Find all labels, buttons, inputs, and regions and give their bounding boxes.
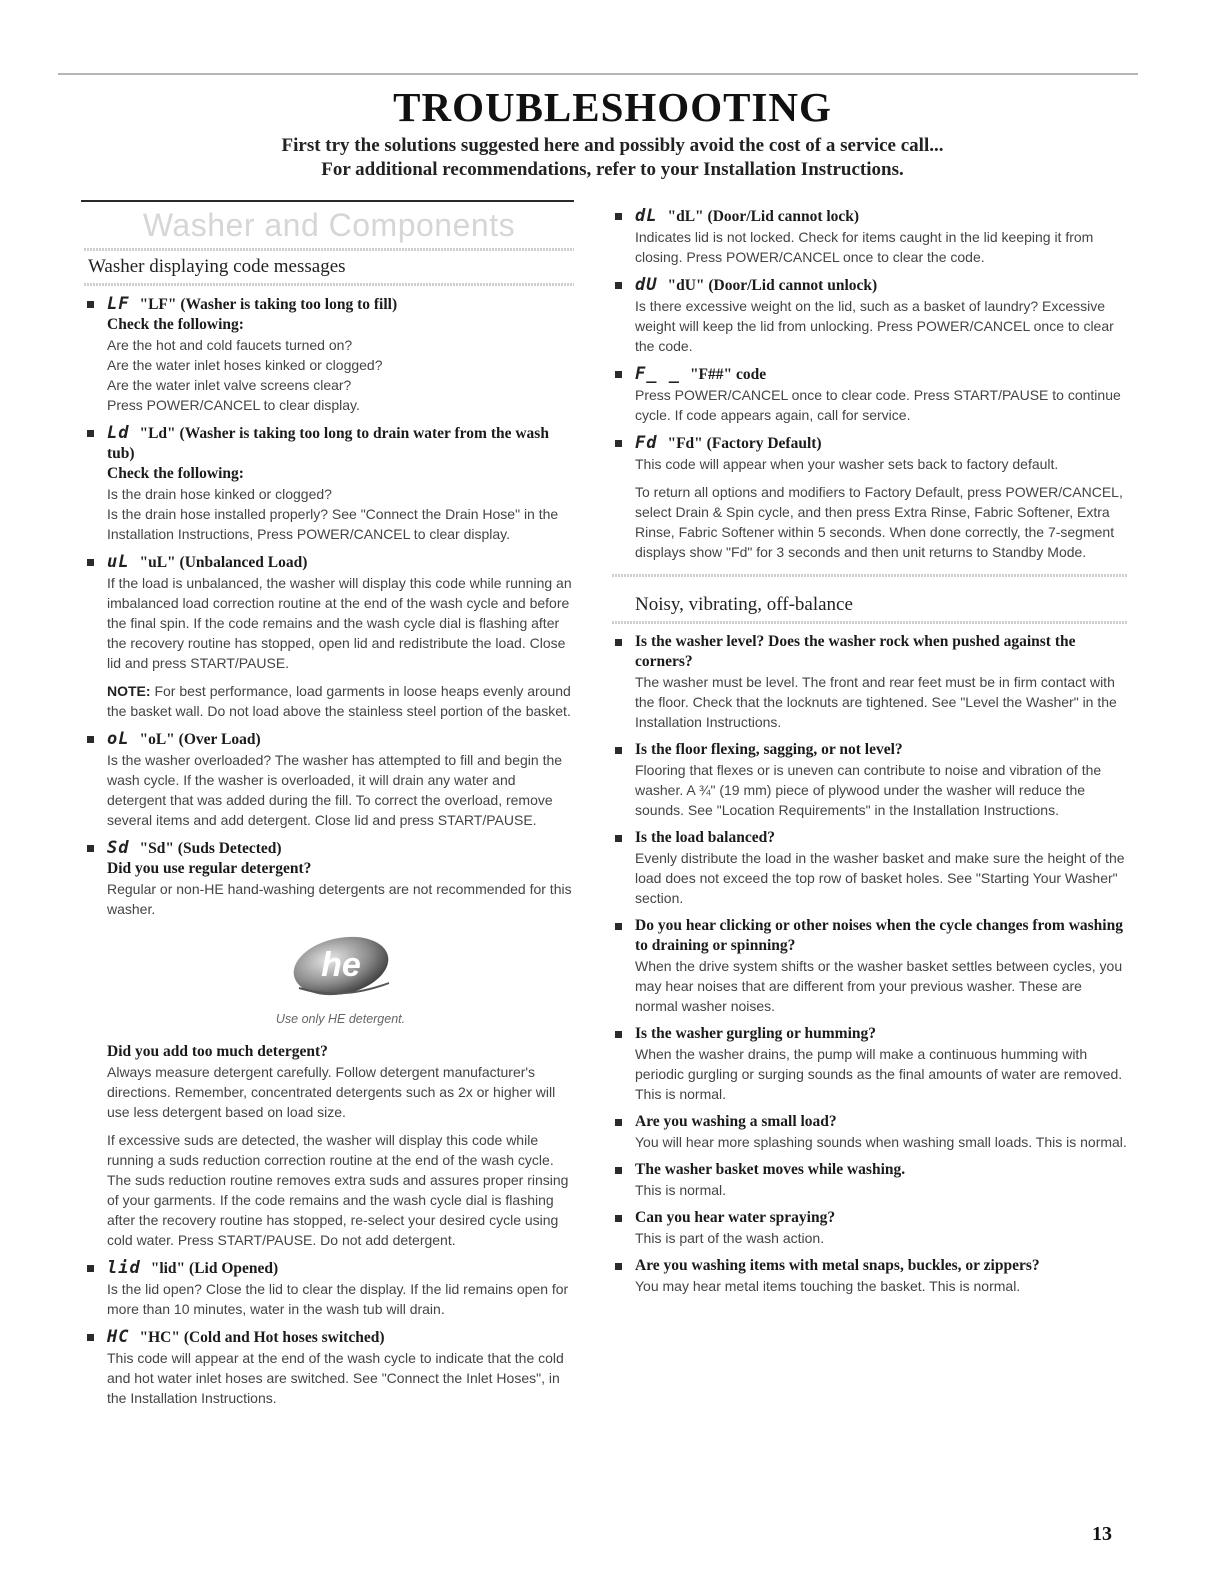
entry-text: If excessive suds are detected, the washer will display this code while running a suds reduction correction routine at the end of the wash cycle. The suds reduction routine removes extra suds and assures proper rinsing of your garments. If the code remains and the wash cycle dial is flashing after the recovery routine has stopped, re-select your desired cycle using cold water. Press START/PAUSE. Do not add detergent.: [107, 1132, 569, 1248]
check-line: Is the drain hose installed properly? See "Connect the Drain Hose" in the Installation Instructions, Press POWER/CANCEL to clear display.: [107, 506, 559, 542]
bullet-icon: [87, 1334, 94, 1341]
code-display-lid: lid: [107, 1258, 141, 1278]
top-rule: [58, 73, 1138, 75]
bullet-icon: [615, 835, 622, 842]
entry-title: "lid" (Lid Opened): [150, 1260, 279, 1277]
check-line: Is the drain hose kinked or clogged?: [107, 486, 332, 502]
bullet-icon: [615, 440, 622, 447]
code-display-lf: LF: [107, 294, 130, 314]
code-display-fd: Fd: [635, 433, 658, 453]
bullet-icon: [615, 282, 622, 289]
entry-text: If the load is unbalanced, the washer will display this code while running an imbalanced load correction routine at the end of the wash cycle and before the final spin. If the code remains and the wash cycle dial is flashing after the recovery routine has stopped, open lid and redistribute the load. Close lid and press START/PAUSE.: [107, 575, 572, 671]
question-label: Did you use regular detergent?: [107, 860, 312, 877]
page-title: TROUBLESHOOTING: [393, 84, 832, 130]
bullet-icon: [615, 1263, 622, 1270]
dotted-rule: [612, 621, 1127, 624]
noisy-item: [612, 828, 1127, 908]
subtitle-1: First try the solutions suggested here and possibly avoid the cost of a service call...: [281, 135, 944, 156]
entry-title: "Fd" (Factory Default): [667, 435, 822, 452]
code-display-hc: HC: [107, 1327, 130, 1347]
code-display-ul: uL: [107, 552, 130, 572]
noisy-answer: You may hear metal items touching the basket. This is normal.: [635, 1278, 1021, 1294]
bullet-icon: [615, 1167, 622, 1174]
noisy-answer: This is part of the wash action.: [635, 1230, 825, 1246]
check-line: Are the water inlet valve screens clear?: [107, 377, 352, 393]
code-display-sd: Sd: [107, 838, 130, 858]
code-display-du: dU: [635, 275, 658, 295]
bullet-icon: [615, 213, 622, 220]
code-display-dl: dL: [635, 206, 658, 226]
bullet-icon: [615, 1119, 622, 1126]
entry-title: "HC" (Cold and Hot hoses switched): [139, 1329, 385, 1346]
entry-title: "dU" (Door/Lid cannot unlock): [667, 277, 878, 294]
entry-title: "uL" (Unbalanced Load): [139, 554, 308, 571]
check-line: Press POWER/CANCEL to clear display.: [107, 397, 360, 413]
section-title: Washer and Components: [142, 207, 516, 243]
entry-text: This code will appear when your washer sets back to factory default.: [635, 456, 1059, 472]
he-logo-text: he: [320, 946, 361, 984]
entry-text: To return all options and modifiers to Factory Default, press POWER/CANCEL, select Drain & Spin cycle, and then press Extra Rinse, Fabric Softener, Extra Rinse, Fabric Softener within 5 seconds. When done correctly, the 7-segment displays show "Fd" for 3 seconds and then unit returns to Standby Mode.: [635, 484, 1123, 560]
noisy-item: [612, 916, 1127, 1016]
entry-title: "Ld" (Washer is taking too long to drain water from the wash tub): [107, 425, 549, 462]
bullet-icon: [615, 747, 622, 754]
subheading-noisy: Noisy, vibrating, off-balance: [635, 594, 853, 615]
bullet-icon: [615, 1031, 622, 1038]
entry-lf: [84, 294, 574, 415]
he-caption: Use only HE detergent.: [275, 1012, 406, 1026]
subheading-code-messages: Washer displaying code messages: [88, 256, 346, 277]
dotted-rule: [612, 574, 1127, 577]
noisy-question: Is the floor flexing, sagging, or not level?: [635, 741, 903, 758]
noisy-question: Are you washing a small load?: [635, 1113, 837, 1130]
noisy-question: The washer basket moves while washing.: [635, 1161, 906, 1178]
entry-ol: [84, 729, 574, 830]
noisy-item: [612, 1160, 1127, 1200]
entry-title: "dL" (Door/Lid cannot lock): [667, 208, 860, 225]
page-number: 13: [1092, 1523, 1112, 1545]
entry-text: Is there excessive weight on the lid, such as a basket of laundry? Excessive weight will keep the lid from unlocking. Press POWER/CANCEL once to clear the code.: [635, 298, 1114, 354]
subtitle-2: For additional recommendations, refer to your Installation Instructions.: [321, 159, 904, 180]
noisy-answer: Flooring that flexes or is uneven can contribute to noise and vibration of the washer. A ¾" (19 mm) piece of plywood under the washer will reduce the sounds. See "Location Requirements" in the Installation Instructions.: [635, 762, 1102, 818]
bullet-icon: [87, 736, 94, 743]
noisy-answer: The washer must be level. The front and rear feet must be in firm contact with the floor. Check that the locknuts are tightened. See "Level the Washer" in the Installation Instructions.: [635, 674, 1117, 730]
entry-title: "oL" (Over Load): [139, 731, 261, 748]
entry-sd: [84, 838, 574, 1250]
entry-title: "Sd" (Suds Detected): [139, 840, 282, 857]
noisy-item: [612, 1024, 1127, 1104]
noisy-answer: You will hear more splashing sounds when washing small loads. This is normal.: [635, 1134, 1127, 1150]
noisy-question: Are you washing items with metal snaps, buckles, or zippers?: [635, 1257, 1040, 1274]
left-column: [84, 200, 574, 1408]
check-line: Are the hot and cold faucets turned on?: [107, 337, 353, 353]
noisy-question: Is the load balanced?: [635, 829, 775, 846]
noisy-item: [612, 1208, 1127, 1248]
entry-title: "LF" (Washer is taking too long to fill): [139, 296, 398, 313]
entry-lid: [84, 1258, 574, 1319]
code-display-ol: oL: [107, 729, 130, 749]
he-logo-icon: [281, 933, 401, 1003]
entry-text: Regular or non-HE hand-washing detergents are not recommended for this washer.: [107, 881, 572, 917]
noisy-answer: When the drive system shifts or the washer basket settles between cycles, you may hear noises that are different from your previous washer. These are normal washer noises.: [635, 958, 1123, 1014]
noisy-question: Can you hear water spraying?: [635, 1209, 836, 1226]
check-label: Check the following:: [107, 465, 244, 482]
code-display-ld: Ld: [107, 423, 130, 443]
he-logo: [107, 933, 574, 1026]
bullet-icon: [615, 923, 622, 930]
noisy-question: Do you hear clicking or other noises when the cycle changes from washing to draining or spinning?: [635, 917, 1123, 954]
noisy-question: Is the washer level? Does the washer rock when pushed against the corners?: [635, 633, 1076, 670]
entry-dl: [612, 206, 1127, 267]
bullet-icon: [615, 371, 622, 378]
noisy-question: Is the washer gurgling or humming?: [635, 1025, 876, 1042]
note-text: For best performance, load garments in loose heaps evenly around the basket wall. Do not load above the stainless steel portion of the basket.: [107, 683, 571, 719]
bullet-icon: [87, 430, 94, 437]
entry-f: [612, 364, 1127, 425]
bullet-icon: [87, 1265, 94, 1272]
bullet-icon: [87, 559, 94, 566]
noisy-item: [612, 1112, 1127, 1152]
entry-text: Press POWER/CANCEL once to clear code. Press START/PAUSE to continue cycle. If code appears again, call for service.: [635, 387, 1121, 423]
bullet-icon: [615, 1215, 622, 1222]
entry-text: This code will appear at the end of the wash cycle to indicate that the cold and hot water inlet hoses are switched. See "Connect the Inlet Hoses", in the Installation Instructions.: [107, 1350, 564, 1406]
bullet-icon: [615, 639, 622, 646]
code-display-f: F_ _: [635, 364, 680, 384]
right-column: [612, 200, 1127, 1296]
noisy-answer: Evenly distribute the load in the washer basket and make sure the height of the load does not exceed the top row of basket holes. See "Starting Your Washer" section.: [635, 850, 1125, 906]
entry-ld: [84, 423, 574, 544]
dotted-rule: [84, 283, 574, 286]
entry-text: Indicates lid is not locked. Check for items caught in the lid keeping it from closing. Press POWER/CANCEL once to clear the code.: [635, 229, 1094, 265]
entry-du: [612, 275, 1127, 356]
bullet-icon: [87, 845, 94, 852]
noisy-item: [612, 740, 1127, 820]
entry-ul: [84, 552, 574, 721]
note-label: NOTE:: [107, 683, 151, 699]
note-paragraph: [107, 681, 574, 721]
check-line: Are the water inlet hoses kinked or clogged?: [107, 357, 383, 373]
entry-text: Is the lid open? Close the lid to clear the display. If the lid remains open for more than 10 minutes, water in the wash tub will drain.: [107, 1281, 569, 1317]
entry-text: Always measure detergent carefully. Follow detergent manufacturer's directions. Remember, concentrated detergents such as 2x or higher will use less detergent based on load size.: [107, 1064, 556, 1120]
noisy-answer: This is normal.: [635, 1182, 727, 1198]
noisy-answer: When the washer drains, the pump will make a continuous humming with periodic gurgling or surging sounds as the final amounts of water are removed. This is normal.: [635, 1046, 1123, 1102]
entry-hc: [84, 1327, 574, 1408]
noisy-item: [612, 1256, 1127, 1296]
check-label: Check the following:: [107, 316, 244, 333]
entry-title: "F##" code: [689, 366, 767, 383]
noisy-item: [612, 632, 1127, 732]
entry-text: Is the washer overloaded? The washer has attempted to fill and begin the wash cycle. If the washer is overloaded, it will drain any water and detergent that was added during the fill. To correct the overload, remove several items and add detergent. Close lid and press START/PAUSE.: [107, 752, 563, 828]
question-label: Did you add too much detergent?: [107, 1043, 328, 1060]
bullet-icon: [87, 301, 94, 308]
entry-fd: [612, 433, 1127, 562]
